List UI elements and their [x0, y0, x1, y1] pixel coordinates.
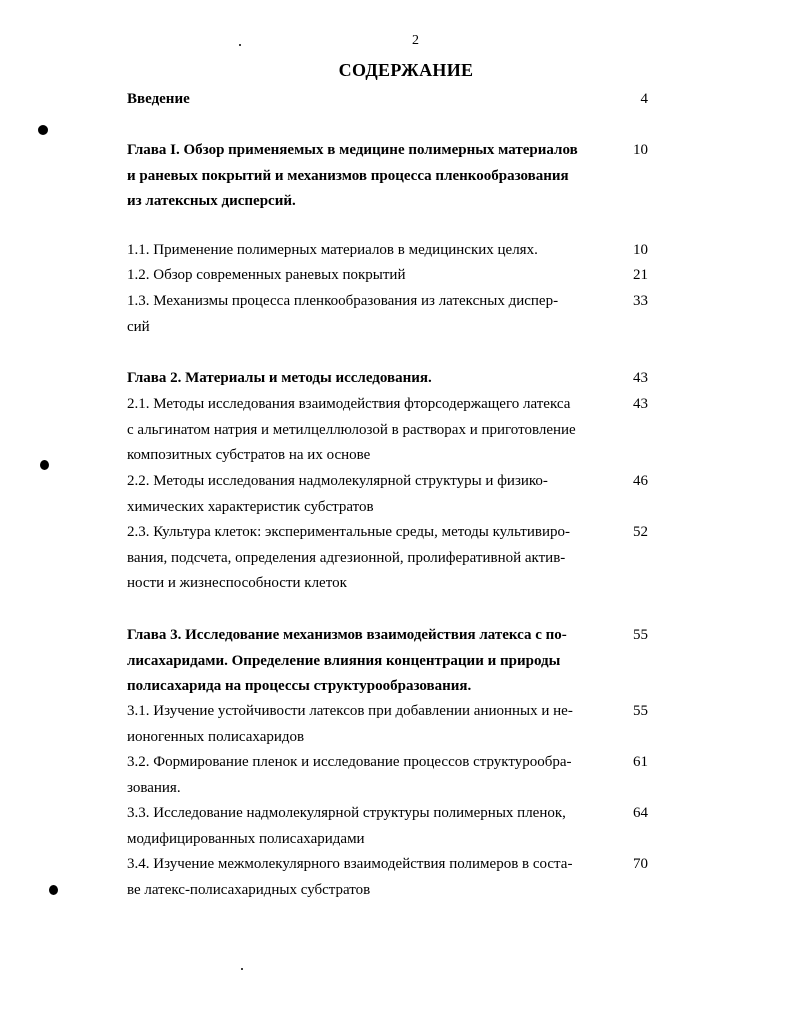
- page-number: 2: [412, 33, 419, 48]
- binder-hole-mark: [38, 125, 48, 135]
- scan-speck: [241, 968, 243, 970]
- toc-entry-page: 10: [633, 142, 648, 158]
- toc-entry-page: 52: [633, 524, 648, 540]
- toc-entry-text: Глава I. Обзор применяемых в медицине полимерных материалов и раневых покрытий и механизмов процесса пленкообразования из латексных дисперсий.: [127, 142, 578, 209]
- toc-entry-page: 4: [640, 91, 648, 107]
- toc-entry-page: 43: [633, 370, 648, 386]
- toc-entry-text: 1.1. Применение полимерных материалов в медицинских целях.: [127, 242, 538, 258]
- toc-entry-text: 1.2. Обзор современных раневых покрытий: [127, 267, 406, 283]
- toc-entry-text: 2.3. Культура клеток: экспериментальные среды, методы культивиро- вания, подсчета, определения адгезионной, пролиферативной актив- ности и жизнеспособности клеток: [127, 524, 570, 591]
- toc-entry-page: 21: [633, 267, 648, 283]
- binder-hole-mark: [40, 460, 49, 470]
- toc-entry-page: 64: [633, 805, 648, 821]
- toc-entry-page: 61: [633, 754, 648, 770]
- toc-entry-page: 33: [633, 293, 648, 309]
- toc-entry-page: 10: [633, 242, 648, 258]
- toc-entry-text: Глава 3. Исследование механизмов взаимодействия латекса с по- лисахаридами. Определение влияния концентрации и природы полисахарида на процессы структурообразования.: [127, 627, 567, 694]
- toc-entry-page: 55: [633, 703, 648, 719]
- toc-entry-text: 3.1. Изучение устойчивости латексов при добавлении анионных и не- ионогенных полисахаридов: [127, 703, 573, 745]
- toc-entry-page: 55: [633, 627, 648, 643]
- toc-entry-text: 3.2. Формирование пленок и исследование процессов структурообра- зования.: [127, 754, 572, 796]
- toc-entry-text: Глава 2. Материалы и методы исследования.: [127, 370, 432, 386]
- toc-entry-page: 70: [633, 856, 648, 872]
- toc-entry-text: 1.3. Механизмы процесса пленкообразования из латексных диспер- сий: [127, 293, 559, 335]
- toc-entry-text: 2.1. Методы исследования взаимодействия фторсодержащего латекса с альгинатом натрия и метилцеллюлозой в растворах и приготовление композитных субстратов на их основе: [127, 396, 576, 463]
- toc-entry-text: 2.2. Методы исследования надмолекулярной структуры и физико- химических характеристик субстратов: [127, 473, 548, 515]
- page-title: СОДЕРЖАНИЕ: [338, 60, 474, 80]
- toc-entry-text: Введение: [127, 91, 190, 107]
- toc-entry-page: 46: [633, 473, 648, 489]
- toc-entry-page: 43: [633, 396, 648, 412]
- binder-hole-mark: [49, 885, 58, 895]
- toc-entry-text: 3.4. Изучение межмолекулярного взаимодействия полимеров в соста- ве латекс-полисахаридных субстратов: [127, 856, 573, 898]
- toc-entry-text: 3.3. Исследование надмолекулярной структуры полимерных пленок, модифицированных полисахаридами: [127, 805, 566, 847]
- scan-speck: [239, 44, 241, 46]
